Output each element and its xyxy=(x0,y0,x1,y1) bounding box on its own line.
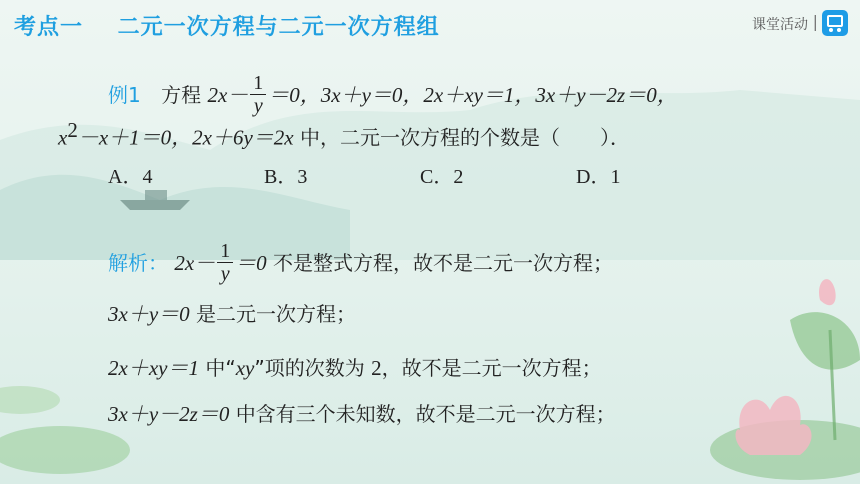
option-a[interactable]: A．4 xyxy=(108,166,153,188)
analysis-term-xy: xy xyxy=(235,356,255,380)
lotus-flower xyxy=(736,396,812,455)
analysis-text-3a: 中“ xyxy=(205,356,236,380)
equation-list-2: －x＋1＝0，2x＋6y＝2x xyxy=(77,125,294,150)
header-bar xyxy=(0,0,860,46)
analysis-text-2: 是二元一次方程； xyxy=(196,302,357,326)
analysis-degree: 2 xyxy=(371,356,382,380)
lotus-bud xyxy=(819,279,836,305)
example-line-2 xyxy=(58,118,630,152)
section-title: 考点一 二元一次方程与二元一次方程组 xyxy=(14,15,440,40)
classroom-icon[interactable] xyxy=(822,10,848,36)
analysis-eq-1a: 2x－ xyxy=(174,251,216,275)
equation-list: ＝0，3x＋y＝0，2x＋xy＝1，3x＋y－2z＝0， xyxy=(268,83,678,107)
example-label: 例1 xyxy=(108,83,141,107)
analysis-line-1 xyxy=(108,242,613,287)
x-squared-exponent: 2 xyxy=(67,118,78,142)
lotus-leaf-right xyxy=(790,312,860,370)
activity-separator: | xyxy=(812,12,818,31)
example-intro: 方程 xyxy=(161,83,202,107)
analysis-line-3 xyxy=(108,352,602,382)
analysis-eq-4: 3x＋y－2z＝0 xyxy=(108,402,230,426)
analysis-text-3b: ”项的次数为 xyxy=(254,356,365,380)
analysis-text-3c: ，故不是二元一次方程； xyxy=(381,356,602,380)
fraction-denominator: y xyxy=(250,94,266,117)
analysis-eq-1b: ＝0 xyxy=(235,251,267,275)
analysis-eq-2: 3x＋y＝0 xyxy=(108,302,190,326)
lily-pad-left-2 xyxy=(0,386,60,414)
boat xyxy=(120,200,190,210)
analysis-text-1: 不是整式方程，故不是二元一次方程； xyxy=(273,251,614,275)
option-d[interactable]: D．1 xyxy=(576,166,621,188)
analysis-eq-3: 2x＋xy＝1 xyxy=(108,356,199,380)
lily-pad-left xyxy=(0,426,130,474)
x-squared-base: x xyxy=(58,125,68,150)
boat-cabin xyxy=(145,190,167,200)
analysis-fraction-denominator: y xyxy=(217,262,233,285)
option-c[interactable]: C．2 xyxy=(420,166,464,188)
example-line-1 xyxy=(108,74,678,119)
equation-1-part-a: 2x－ xyxy=(207,83,249,107)
question-text: 中，二元一次方程的个数是（ ）． xyxy=(299,125,630,150)
analysis-fraction-numerator: 1 xyxy=(220,240,231,262)
analysis-label: 解析： xyxy=(108,251,168,275)
option-b[interactable]: B．3 xyxy=(264,166,308,188)
fraction-1-over-y xyxy=(250,72,266,117)
analysis-fraction xyxy=(217,240,233,285)
fraction-numerator: 1 xyxy=(253,72,264,94)
classroom-icon-glyph xyxy=(822,10,848,36)
analysis-text-4: 中含有三个未知数，故不是二元一次方程； xyxy=(235,402,616,426)
activity-label[interactable]: 课堂活动 xyxy=(752,17,808,33)
analysis-line-2 xyxy=(108,298,356,328)
analysis-line-4 xyxy=(108,398,616,428)
